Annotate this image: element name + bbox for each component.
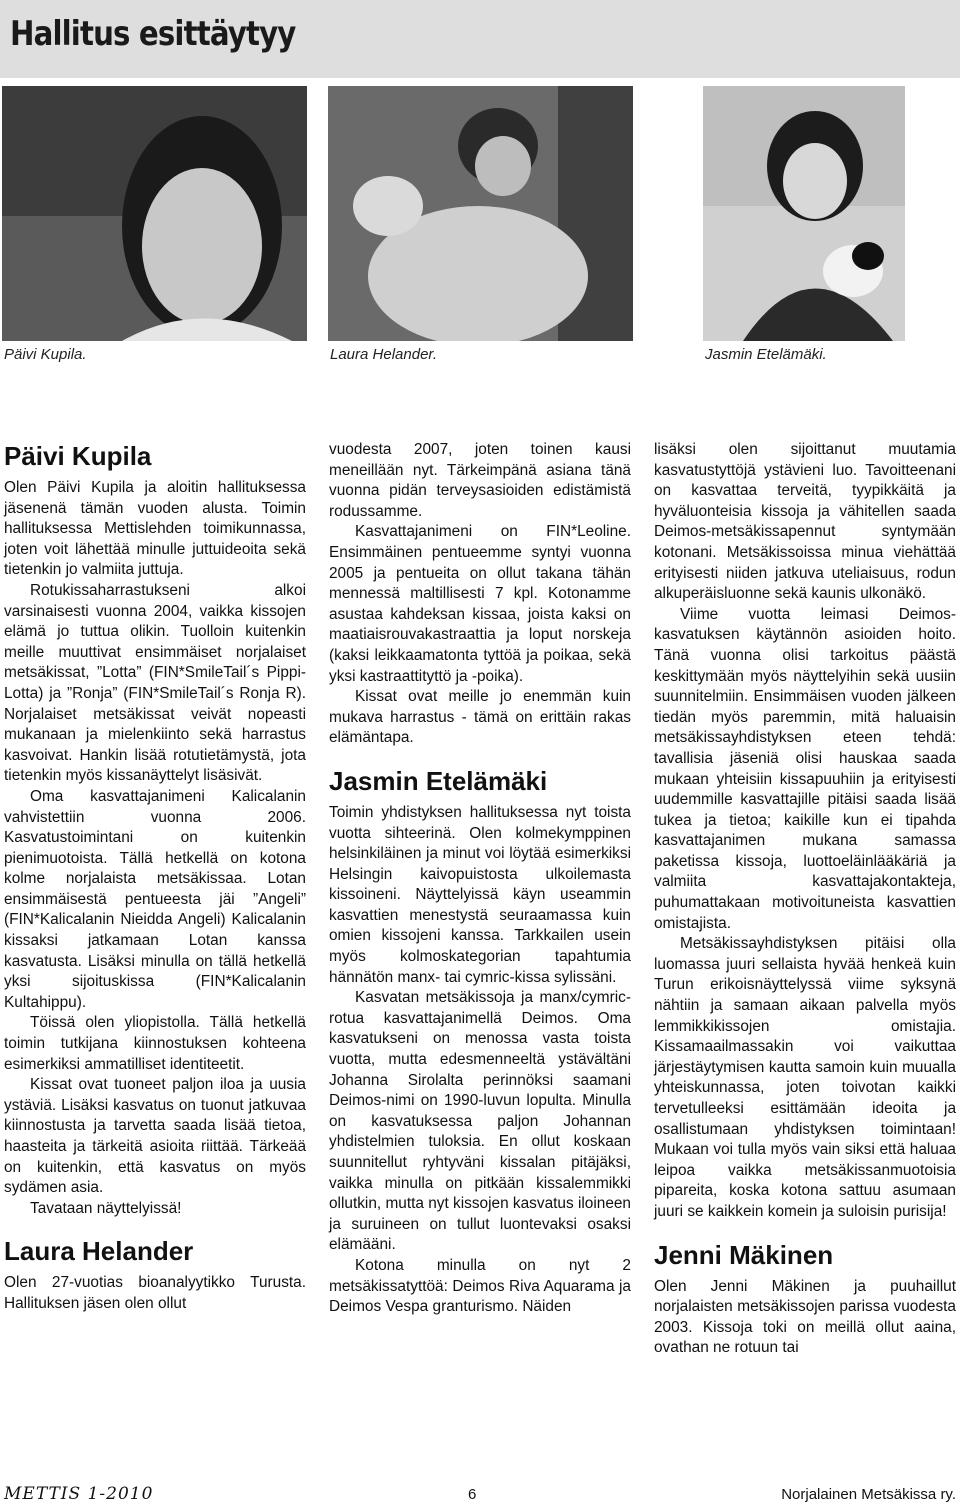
title-banner [0,0,960,78]
paragraph: lisäksi olen sijoittanut muutamia kasvatustyttöjä ystävieni luo. Tavoitteenani on kasvattaa terveitä, tyypikkäitä ja hyväluonteisia kissoja ja vähitellen saada Deimos-metsäkissapennut syntymään kotonani. Metsäkissoissa minua viehättää erityisesti niiden jatkuva uteliaisuus, rodun alkuperäisluonne sekä kaunis ulkonäkö. [654,441,956,603]
heading-paivi-kupila: Päivi Kupila [4,441,152,471]
paragraph: Kasvatan metsäkissoja ja manx/cymric-rotua kasvattajanimellä Deimos. Oma kasvatukseni on menossa vasta toista vuotta, mutta edesmenneeltä ystävältäni Johanna Sirolalta perinnöksi saamani Deimos-nimi on 1990-luvun lopulta. Minulla on kasvatuksessa paljon Johannan yhdistelmien tuloksia. En ollut koskaan suunnitellut ryhtyväni kissalan pitäjäksi, vaikka minulla on pitkään kissalemmikki ollutkin, mutta nyt kissojen kasvatus iloineen ja suruineen on tullut luontevaksi osaksi elämääni. [329,989,631,1254]
photo-jasmin-etelamaki [703,86,905,341]
paragraph: Metsäkissayhdistyksen pitäisi olla luomassa juuri sellaista hyvää henkeä kuin Turun erikoisnäyttelyssä viime syksynä nähtiin ja samaan aikaan palvella myös lemmikkikissojen omistajia. Kissamaailmassakin voi vaikuttaa järjestäytymisen kautta samoin kuin muualla yhteiskunnassa, joten toivotan kaikki tervetulleeksi esittämään ideoita ja osallistumaan yhdistyksen toimintaan! Mukaan voi tulla myös vain siksi että haluaa leipoa vaikka metsäkissanmuotoisia pipareita, koska kotona sattuu asumaan juuri se kaikkein komein ja suloisin purisija! [654,935,956,1220]
paragraph: Olen Jenni Mäkinen ja puuhaillut norjalaisten metsäkissojen parissa vuodesta 2003. Kissoja toki on meillä ollut aaina, ovathan ne rotuun tai [654,1277,956,1357]
paragraph: Toimin yhdistyksen hallituksessa nyt toista vuotta sihteerinä. Olen kolmekymppinen helsinkiläinen ja minut voi löytää esimerkiksi Helsingin kaivopuistosta ulkoilemasta kissoineni. Näyttelyissä käyn useammin kasvattien menestystä seuraamassa kuin omien kissojeni kanssa. Tarkkailen usein myös kolmoskategorian tapahtumia hännätön manx- tai cymric-kissa sylissäni. [329,803,631,986]
paragraph: Olen Päivi Kupila ja aloitin hallituksessa jäsenenä tämän vuoden alusta. Toimin hallituksessa Mettislehden toimikunnassa, joten voit lähettää minulle juttuideoita sekä tietenkin jo valmiita juttuja. [4,479,306,579]
magazine-issue: METTIS 1-2010 [4,1484,154,1504]
portrait-image [2,86,307,341]
page-title: Hallitus esittäytyy [10,14,296,54]
paragraph: vuodesta 2007, joten toinen kausi meneillään nyt. Tärkeimpänä asiana tänä vuonna pidän terveysasioiden edistämistä rodussamme. [329,441,631,520]
person-with-kitten-image [703,86,905,341]
paragraph: Tavataan näyttelyissä! [30,1199,182,1217]
page-footer [0,1484,960,1509]
caption-photo-1: Päivi Kupila. [4,346,87,363]
paragraph: Kissat ovat tuoneet paljon iloa ja uusia ystäviä. Lisäksi kasvatus on tuonut jatkuvaa kiinnostusta ja tarvetta saada lisää tietoa, haasteita ja tärkeitä asioita riittää. Tärkeää on kuitenkin, että kasvatus on myös sydämen asia. [4,1076,306,1197]
paragraph: Kasvattajanimeni on FIN*Leoline. Ensimmäinen pentueemme syntyi vuonna 2005 ja pentueita on ollut takana tähän mennessä maltillisesti 7 kpl. Kotonamme asustaa kahdeksan kissaa, joista kaksi on maatiaisrouvakastraattia ja loput norskeja (kaksi leikkaamatonta tyttöä ja poikaa, sekä yksi kastraattityttö ja -poika). [329,523,631,685]
photo-paivi-kupila [2,86,307,341]
paragraph: Kissat ovat meille jo enemmän kuin mukava harrastus - tämä on erittäin rakas elämäntapa. [329,688,631,747]
paragraph: Viime vuotta leimasi Deimos-kasvatuksen käytännön asioiden hoito. Tänä vuonna olisi tarkoitus päästä keskittymään myös näyttelyihin sekä uusiin suunnitelmiin. Ensimmäisen vuoden jälkeen tiedän myös paremmin, mitä haluaisin metsäkissayhdistyksen eteen tehdä: tavallisia jäseniä olisi hauskaa saada mukaan yhteisiin kissapuuhiin ja erityisesti uudemmille kasvattajille pitäisi saada lisää tukea ja tietoa; kaikille kun ei tipahda kasvattajanimen mukana samassa paketissa kissoja, luottoeläinlääkäriä ja valmiita kasvattajakontakteja, puhumattakaan motivoituneista kasvattien omistajista. [654,605,956,932]
page-number: 6 [468,1486,477,1503]
caption-photo-2: Laura Helander. [330,346,438,363]
column-1 [4,440,306,1315]
person-with-cat-image [328,86,633,341]
column-2 [329,440,631,1318]
heading-laura-helander: Laura Helander [4,1236,194,1267]
paragraph: Rotukissaharrastukseni alkoi varsinaisesti vuonna 2004, vaikka kissojen elämä jo tuttua olikin. Tuolloin kuitenkin meille muuttivat ensimmäiset norjalaiset metsäkissat, ”Lotta” (FIN*SmileTail´s Pippi-Lotta) ja ”Ronja” (FIN*SmileTail´s Ronja R). Norjalaiset metsäkissat veivät nopeasti mukanaan ja mielenkiinto sekä harrastus kasvoivat. Hankin lisää rotutietämystä, jota tietenkin myös kissanäyttelyt lisäsivät. [4,581,306,785]
heading-jenni-makinen: Jenni Mäkinen [654,1239,834,1270]
paragraph: Oma kasvattajanimeni Kalicalanin vahvistettiin vuonna 2006. Kasvatustoimintani on kuitenkin pienimuotoista. Tällä hetkellä on kotona kolme norjalaista metsäkissaa. Lotan ensimmäisestä pentueesta jäi ”Angeli” (FIN*Kalicalanin Nieidda Angeli) Kalicalanin kissaksi jatkamaan Lotan kanssa kasvatusta. Lisäksi minulla on tällä hetkellä yksi sijoituskissa (FIN*Kalicalanin Kultahippu). [4,787,306,1011]
paragraph: Kotona minulla on nyt 2 metsäkissatyttöä: Deimos Riva Aquarama ja Deimos Vespa granturismo. Näiden [329,1256,631,1316]
caption-photo-3: Jasmin Etelämäki. [705,346,827,363]
paragraph: Olen 27-vuotias bioanalyytikko Turusta. Hallituksen jäsen olen ollut [4,1274,306,1312]
paragraph: Töissä olen yliopistolla. Tällä hetkellä toimin tutkijana kiinnostuksen kohteena esimerkiksi ammatilliset identiteetit. [4,1014,306,1073]
heading-jasmin-etelamaki: Jasmin Etelämäki [329,765,548,796]
photo-laura-helander [328,86,633,341]
column-3 [654,440,956,1359]
publisher-name: Norjalainen Metsäkissa ry. [781,1486,956,1503]
